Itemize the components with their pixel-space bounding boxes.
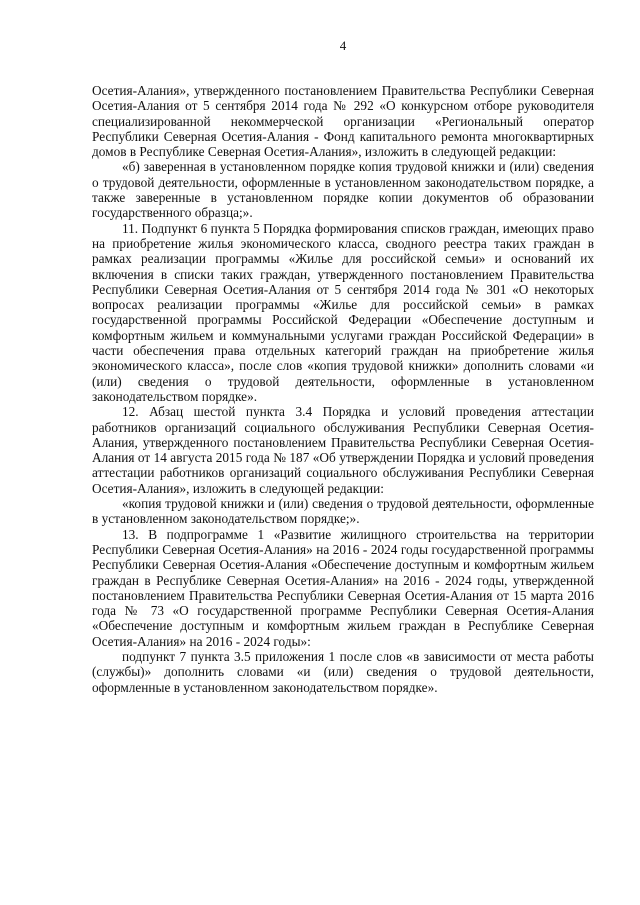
paragraph-item-13: 13. В подпрограмме 1 «Развитие жилищного строительства на территории Республики Северная Осетия-Алания» на 2016 - 2024 годы государственной программы Республики Северная Осетия-Алания «Обеспечение доступным и комфортным жильем граждан в Республике Северная Осетия-Алания» на 2016 - 2024 годы, утвержденной постановлением Правительства Республики Северная Осетия-Алания от 15 марта 2016 года № 73 «О государственной программе Республики Северная Осетия-Алания «Обеспечение доступным и комфортным жильем граждан в Республике Северная Осетия-Алания» на 2016 - 2024 годы»: xyxy=(92,526,594,649)
paragraph-quote-b: «б) заверенная в установленном порядке копия трудовой книжки и (или) сведения о трудовой деятельности, оформленные в установленном законодательством порядке, а также заверенные в установленном порядке копии документов об образовании государственного образца;». xyxy=(92,159,594,221)
paragraph-quote-copy: «копия трудовой книжки и (или) сведения о трудовой деятельности, оформленные в установленном законодательством порядке;». xyxy=(92,496,594,527)
paragraph-continuation: Осетия-Алания», утвержденного постановлением Правительства Республики Северная Осетия-Алания от 5 сентября 2014 года № 292 «О конкурсном отборе руководителя специализированной некоммерческой организации «Региональный оператор Республики Северная Осетия-Алания - Фонд капитального ремонта многоквартирных домов в Республике Северная Осетия-Алания», изложить в следующей редакции: xyxy=(92,83,594,160)
paragraph-subitem-7: подпункт 7 пункта 3.5 приложения 1 после слов «в зависимости от места работы (службы)» дополнить словами «и (или) сведения о трудовой деятельности, оформленные в установленном законодательством порядке». xyxy=(92,648,594,695)
page-number: 4 xyxy=(339,38,347,53)
paragraph-item-12: 12. Абзац шестой пункта 3.4 Порядка и условий проведения аттестации работников организаций социального обслуживания Республики Северная Осетия-Алания, утвержденного постановлением Правительства Республики Северная Осетия-Алания от 14 августа 2015 года № 187 «Об утверждении Порядка и условий проведения аттестации работников организаций социального обслуживания Республики Северная Осетия-Алания», изложить в следующей редакции: xyxy=(92,404,594,496)
paragraph-item-11: 11. Подпункт 6 пункта 5 Порядка формирования списков граждан, имеющих право на приобретение жилья экономического класса, сводного реестра таких граждан в рамках реализации программы «Жилье для российской семьи» и оснований их включения в списки таких граждан, утвержденного постановлением Правительства Республики Северная Осетия-Алания от 5 сентября 2014 года № 301 «О некоторых вопросах реализации программы «Жилье для российской семьи» в рамках государственной программы Российской Федерации «Обеспечение доступным и комфортным жильем и коммунальными услугами граждан Российской Федерации» в части обеспечения права отдельных категорий граждан на приобретение жилья экономического класса», после слов «копия трудовой книжки» дополнить словами «и (или) сведения о трудовой деятельности, оформленные в установленном законодательством порядке». xyxy=(92,220,594,404)
